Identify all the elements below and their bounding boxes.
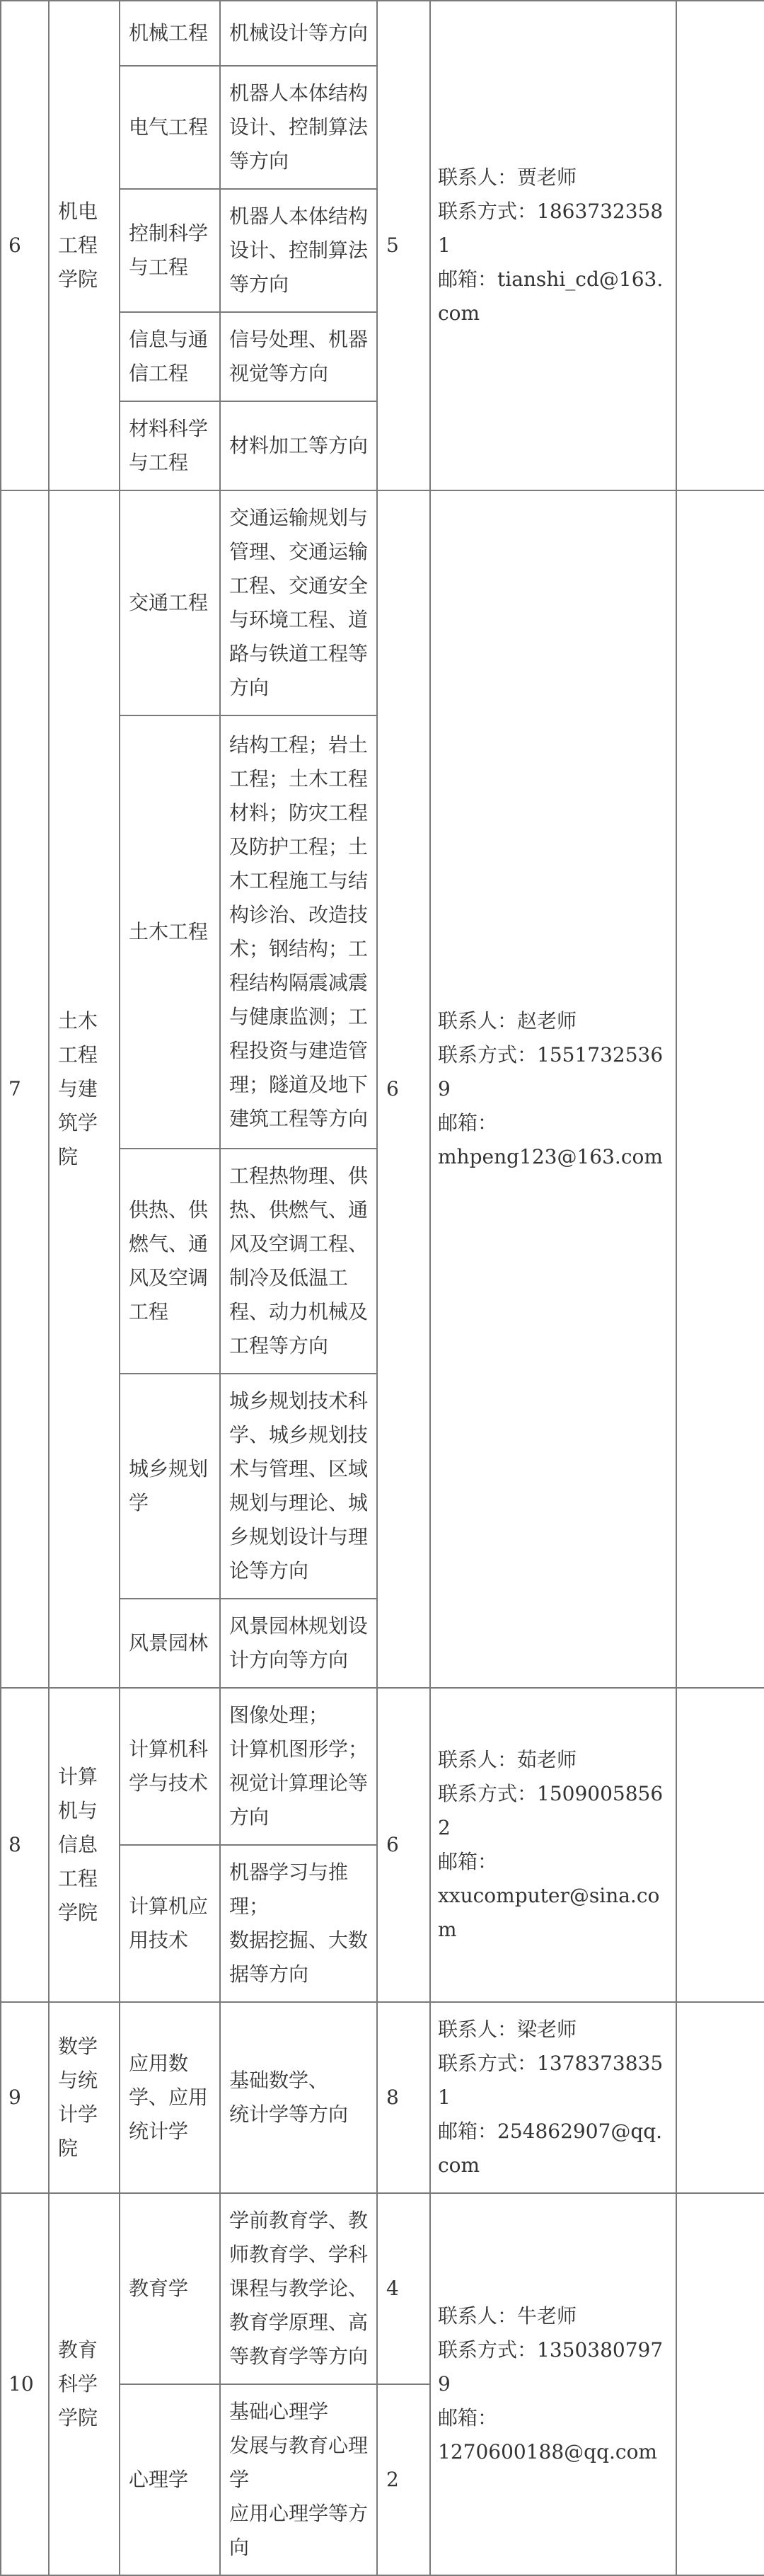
major-name: 电气工程 (120, 66, 220, 189)
contact-email: xxucomputer@sina.com (438, 1884, 660, 1941)
contact-person: 联系人：贾老师 (438, 166, 577, 189)
contact-info (430, 490, 676, 1688)
contact-email: 邮箱：tianshi_cd@163.com (438, 268, 664, 325)
major-name: 信息与通信工程 (120, 312, 220, 401)
contact-phone: 联系方式：13503807979 (438, 2338, 664, 2396)
contact-info (430, 1688, 676, 2002)
research-direction: 结构工程；岩土工程；土木工程材料；防灾工程及防护工程；土木工程施工与结构诊治、改造技术；钢结构；工程结构隔震减震与健康监测；工程投资与建造管理；隧道及地下建筑工程等方向 (220, 715, 377, 1149)
quota: 6 (377, 1688, 430, 2002)
contact-email-label: 邮箱： (438, 1850, 498, 1873)
major-name: 应用数学、应用统计学 (120, 2002, 220, 2193)
row-number: 7 (1, 490, 49, 1688)
contact-phone: 联系方式：18637323581 (438, 200, 664, 257)
research-direction: 材料加工等方向 (220, 401, 377, 490)
research-direction: 机器人本体结构设计、控制算法等方向 (220, 66, 377, 189)
remark-cell (676, 2193, 764, 2575)
college-name: 土木工程与建筑学院 (49, 490, 120, 1688)
college-name: 教育科学学院 (49, 2193, 120, 2575)
research-direction: 学前教育学、教师教育学、学科课程与教学论、教育学原理、高等教育学等方向 (220, 2193, 377, 2384)
quota: 2 (377, 2384, 430, 2575)
contact-person: 联系人：牛老师 (438, 2304, 577, 2328)
college-name: 计算机与信息工程学院 (49, 1688, 120, 2002)
research-direction: 基础心理学 发展与教育心理学 应用心理学等方向 (220, 2384, 377, 2575)
major-name: 计算机应用技术 (120, 1845, 220, 2002)
remark-cell (676, 1, 764, 490)
research-direction: 信号处理、机器视觉等方向 (220, 312, 377, 401)
contact-email-label: 邮箱： (438, 2406, 498, 2430)
major-name: 交通工程 (120, 490, 220, 715)
major-name: 机械工程 (120, 1, 220, 66)
major-name: 材料科学与工程 (120, 401, 220, 490)
major-name: 供热、供燃气、通风及空调工程 (120, 1149, 220, 1374)
research-direction: 基础数学、 统计学等方向 (220, 2002, 377, 2193)
quota: 4 (377, 2193, 430, 2384)
research-direction: 机械设计等方向 (220, 1, 377, 66)
row-number: 6 (1, 1, 49, 490)
research-direction: 图像处理； 计算机图形学； 视觉计算理论等方向 (220, 1688, 377, 1845)
contact-info (430, 2002, 676, 2193)
quota: 8 (377, 2002, 430, 2193)
research-direction: 城乡规划技术科学、城乡规划技术与管理、区域规划与理论、城乡规划设计与理论等方向 (220, 1374, 377, 1599)
major-name: 心理学 (120, 2384, 220, 2575)
remark-cell (676, 490, 764, 1688)
row-number: 9 (1, 2002, 49, 2193)
table-row (1, 490, 764, 715)
table-row (1, 2193, 764, 2384)
college-name: 机电工程学院 (49, 1, 120, 490)
contact-person: 联系人：赵老师 (438, 1009, 577, 1033)
quota: 6 (377, 490, 430, 1688)
table-row (1, 2002, 764, 2193)
research-direction: 交通运输规划与管理、交通运输工程、交通安全与环境工程、道路与铁道工程等方向 (220, 490, 377, 715)
contact-email: 邮箱：254862907@qq.com (438, 2120, 663, 2177)
research-direction: 机器学习与推理； 数据挖掘、大数据等方向 (220, 1845, 377, 2002)
table-row (1, 1, 764, 66)
contact-phone: 联系方式：13783738351 (438, 2052, 664, 2109)
major-name: 教育学 (120, 2193, 220, 2384)
major-name: 计算机科学与技术 (120, 1688, 220, 1845)
row-number: 10 (1, 2193, 49, 2575)
contact-person: 联系人：梁老师 (438, 2018, 577, 2041)
contact-phone: 联系方式：15090058562 (438, 1782, 664, 1839)
major-name: 土木工程 (120, 715, 220, 1149)
contact-email: mhpeng123@163.com (438, 1145, 663, 1168)
contact-info (430, 1, 676, 490)
major-name: 控制科学与工程 (120, 189, 220, 312)
contact-email: 1270600188@qq.com (438, 2440, 657, 2463)
research-direction: 工程热物理、供热、供燃气、通风及空调工程、制冷及低温工程、动力机械及工程等方向 (220, 1149, 377, 1374)
remark-cell (676, 2002, 764, 2193)
college-name: 数学与统计学院 (49, 2002, 120, 2193)
major-name: 风景园林 (120, 1599, 220, 1688)
remark-cell (676, 1688, 764, 2002)
table-row (1, 1688, 764, 1845)
contact-phone: 联系方式：15517325369 (438, 1043, 664, 1100)
contact-info (430, 2193, 676, 2575)
quota: 5 (377, 1, 430, 490)
research-direction: 机器人本体结构设计、控制算法等方向 (220, 189, 377, 312)
major-name: 城乡规划学 (120, 1374, 220, 1599)
contact-email-label: 邮箱： (438, 1111, 498, 1134)
row-number: 8 (1, 1688, 49, 2002)
research-direction: 风景园林规划设计方向等方向 (220, 1599, 377, 1688)
contact-person: 联系人：茹老师 (438, 1748, 577, 1771)
